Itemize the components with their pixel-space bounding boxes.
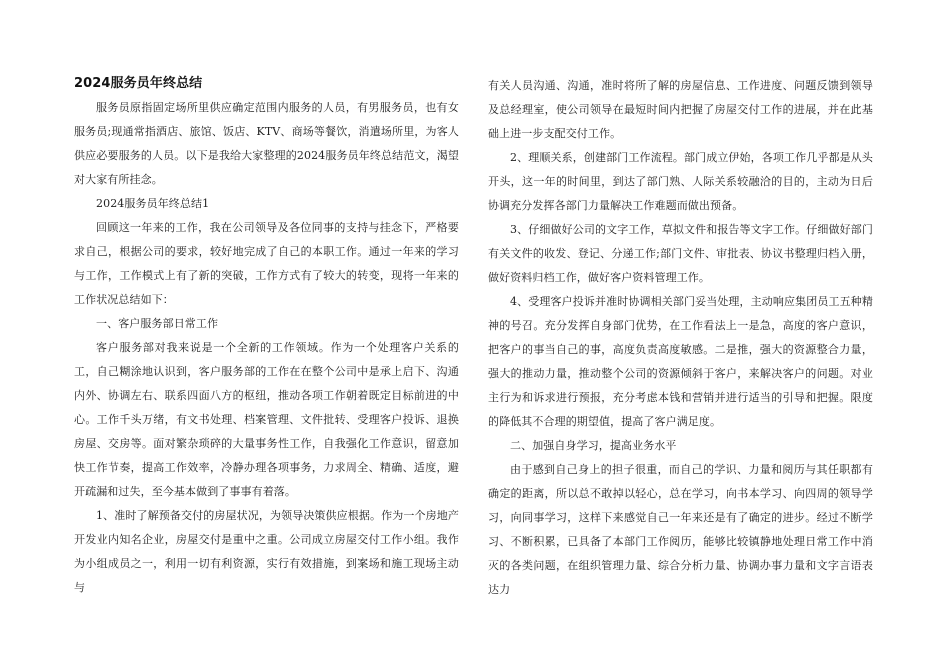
right-column xyxy=(488,74,873,602)
section-heading: 二、加强自身学习，提高业务水平 xyxy=(510,439,677,452)
section-heading: 一、客户服务部日常工作 xyxy=(96,317,219,330)
paragraph: 回顾这一年来的工作，我在公司领导及各位同事的支持与挂念下，严格要求自己，根据公司的要求，较好地完成了自己的本职工作。通过一年来的学习与工作，工作模式上有了新的突破，工作方式有了较大的转变，现将一年来的工作状况总结如下： xyxy=(74,221,459,306)
left-column xyxy=(74,72,459,600)
paragraph: 3、仔细做好公司的文字工作，草拟文件和报告等文字工作。仔细做好部门有关文件的收发、登记、分递工作;部门文件、审批表、协议书整理归档入册，做好资料归档工作，做好客户资料管理工作。 xyxy=(488,223,873,284)
paragraph-continued: 有关人员沟通、沟通，准时将所了解的房屋信息、工作进度、问题反馈到领导及总经理室，使公司领导在最短时间内把握了房屋交付工作的进展，并在此基础上进一步支配交付工作。 xyxy=(488,79,873,140)
paragraph: 客户服务部对我来说是一个全新的工作领域。作为一个处理客户关系的工，自己糊涂地认识到，客户服务部的工作在在整个公司中是承上启下、沟通内外、协调左右、联系四面八方的枢纽，推动各项工作朝着既定目标前进的中心。工作千头万绪，有文书处理、档案管理、文件批转、受理客户投诉、退换房屋、交房等。面对繁杂琐碎的大量事务性工作，自我强化工作意识，留意加快工作节奏，提高工作效率，冷静办理各项事务，力求周全、精确、适度，避开疏漏和过失，至今基本做到了事事有着落。 xyxy=(74,341,459,498)
intro-paragraph: 服务员原指固定场所里供应确定范围内服务的人员，有男服务员，也有女服务员;现通常指酒店、旅馆、饭店、KTV、商场等餐饮，消遣场所里，为客人供应必要服务的人员。以下是我给大家整理的2024服务员年终总结范文，渴望对大家有所挂念。 xyxy=(74,101,459,186)
paragraph: 2、理顺关系，创建部门工作流程。部门成立伊始，各项工作几乎都是从头开头，这一年的时间里，到达了部门熟、人际关系较融洽的目的，主动为日后协调充分发挥各部门力量解决工作难题而做出预备。 xyxy=(488,151,873,212)
paragraph: 4、受理客户投诉并准时协调相关部门妥当处理，主动响应集团员工五种精神的号召。充分发挥自身部门优势，在工作看法上一是急，高度的客户意识，把客户的事当自己的事，高度负责高度敏感。二是推，强大的资源整合力量，强大的推动力量，推动整个公司的资源倾斜于客户，来解决客户的问题。对业主行为和诉求进行预报，充分考虑本钱和营销并进行适当的引导和把握。限度的降低其不合理的期望值，提高了客户满足度。 xyxy=(488,295,873,428)
paragraph: 1、准时了解预备交付的房屋状况，为领导决策供应根据。作为一个房地产开发业内知名企业，房屋交付是重中之重。公司成立房屋交付工作小组。我作为小组成员之一，利用一切有利资源，实行有效措施，到案场和施工现场主动与 xyxy=(74,509,459,594)
section-heading: 2024服务员年终总结1 xyxy=(96,197,210,210)
paragraph: 由于感到自己身上的担子很重，而自己的学识、力量和阅历与其任职都有确定的距离，所以总不敢掉以轻心，总在学习，向书本学习、向四周的领导学习，向同事学习，这样下来感觉自己一年来还是有了确定的进步。经过不断学习、不断积累，已具备了本部门工作阅历，能够比较镇静地处理日常工作中消灭的各类问题，在组织管理力量、综合分析力量、协调办事力量和文字言语表达力 xyxy=(488,463,873,596)
document-title: 2024服务员年终总结 xyxy=(74,76,203,91)
